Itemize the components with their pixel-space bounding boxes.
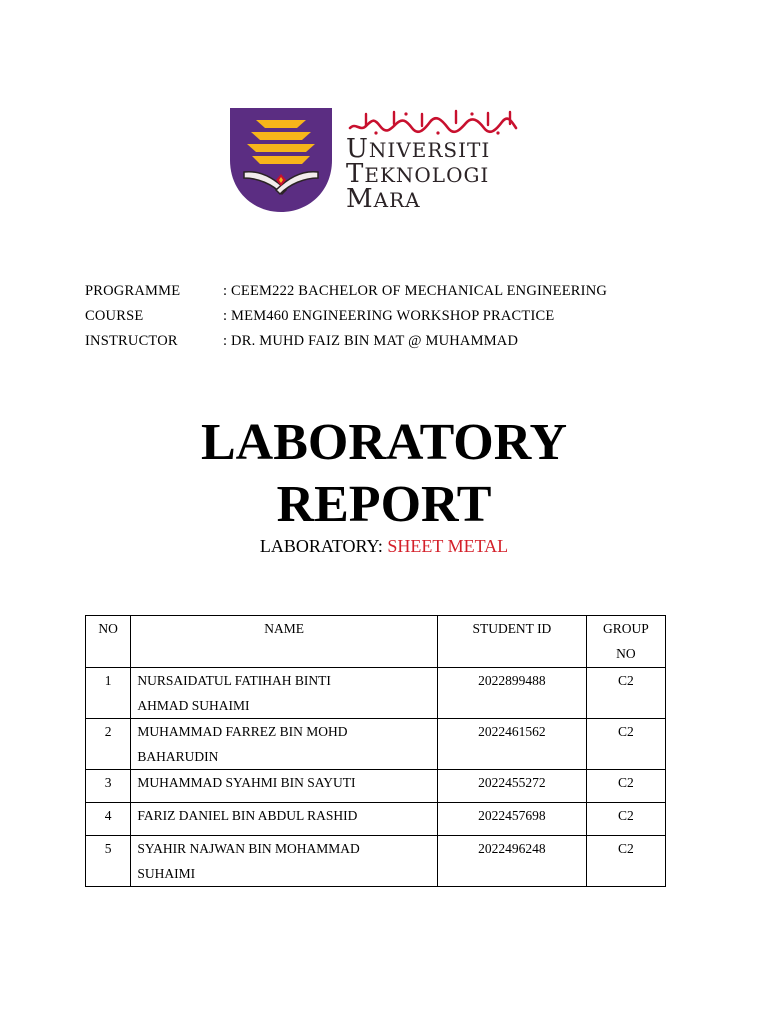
course-info (85, 282, 607, 357)
cell-no: 5 (86, 836, 131, 887)
header-no: NO (86, 616, 131, 668)
name-line-1: NURSAIDATUL FATIHAH BINTI (137, 673, 331, 688)
name-line-2: SUHAIMI (137, 866, 196, 881)
cell-name: FARIZ DANIEL BIN ABDUL RASHID (131, 803, 438, 836)
cell-name (131, 668, 438, 719)
name-line-1: SYAHIR NAJWAN BIN MOHAMMAD (137, 841, 360, 856)
name-line-2: AHMAD SUHAIMI (137, 698, 250, 713)
info-label: INSTRUCTOR (85, 333, 178, 349)
group-members-table (85, 615, 666, 887)
info-row-programme (85, 282, 607, 307)
cell-group: C2 (586, 719, 665, 770)
info-value: : MEM460 ENGINEERING WORKSHOP PRACTICE (223, 308, 555, 324)
cell-name (131, 836, 438, 887)
header-student-id: STUDENT ID (437, 616, 586, 668)
cell-group: C2 (586, 803, 665, 836)
subtitle-prefix: LABORATORY: (259, 536, 388, 556)
logo-line-mara: MARA (346, 184, 421, 214)
table-row (86, 668, 666, 719)
cell-no: 3 (86, 770, 131, 803)
info-value: : CEEM222 BACHELOR OF MECHANICAL ENGINEERING (223, 283, 608, 299)
name-line-1: MUHAMMAD FARREZ BIN MOHD (137, 724, 348, 739)
cell-no: 1 (86, 668, 131, 719)
table-row (86, 719, 666, 770)
cell-group: C2 (586, 668, 665, 719)
cell-group: C2 (586, 836, 665, 887)
table-row (86, 803, 666, 836)
cell-student-id: 2022455272 (437, 770, 586, 803)
cell-student-id: 2022496248 (437, 836, 586, 887)
logo-line-teknologi: TEKNOLOGI (346, 159, 490, 189)
university-logo (230, 108, 530, 212)
name-line-2: BAHARUDIN (137, 749, 219, 764)
info-value: : DR. MUHD FAIZ BIN MAT @ MUHAMMAD (223, 333, 519, 349)
cell-student-id: 2022457698 (437, 803, 586, 836)
info-label: COURSE (85, 308, 144, 324)
logo-line-universiti: UNIVERSITI (346, 134, 491, 164)
laboratory-subtitle (0, 535, 768, 557)
table-row (86, 770, 666, 803)
cell-no: 4 (86, 803, 131, 836)
cell-name (131, 719, 438, 770)
cell-name: MUHAMMAD SYAHMI BIN SAYUTI (131, 770, 438, 803)
table-header-row (86, 616, 666, 668)
info-row-course (85, 307, 607, 332)
header-name: NAME (131, 616, 438, 668)
header-group-line-1: GROUP (603, 621, 649, 636)
cell-group: C2 (586, 770, 665, 803)
report-title-line-2: REPORT (276, 476, 492, 533)
header-group-line-2: NO (616, 646, 636, 661)
table-row (86, 836, 666, 887)
cell-no: 2 (86, 719, 131, 770)
report-title-line-1: LABORATORY (200, 414, 568, 471)
header-group-no (586, 616, 665, 668)
jawi-script-logotype (346, 108, 520, 136)
cell-student-id: 2022899488 (437, 668, 586, 719)
subtitle-lab-name: SHEET METAL (387, 536, 509, 556)
cell-student-id: 2022461562 (437, 719, 586, 770)
info-row-instructor (85, 332, 607, 357)
uitm-shield-icon (230, 108, 332, 212)
info-label: PROGRAMME (85, 283, 181, 299)
